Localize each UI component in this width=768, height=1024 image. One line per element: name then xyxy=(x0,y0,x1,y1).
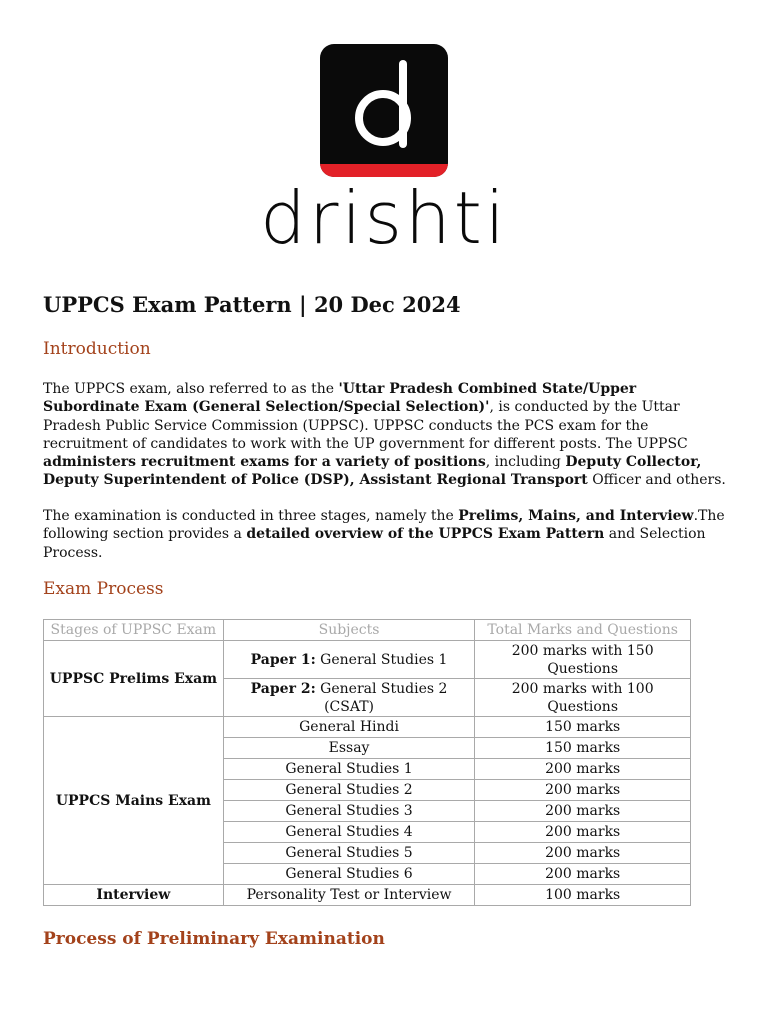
marks-cell: 200 marks xyxy=(475,759,691,780)
subject-cell: Paper 1: General Studies 1 xyxy=(223,641,475,679)
marks-cell: 100 marks xyxy=(475,885,691,906)
subject-cell: Personality Test or Interview xyxy=(223,885,475,906)
marks-cell: 200 marks xyxy=(475,822,691,843)
mains-stage-cell: UPPCS Mains Exam xyxy=(44,717,224,885)
prelims-stage-cell: UPPSC Prelims Exam xyxy=(44,641,224,717)
page-title: UPPCS Exam Pattern | 20 Dec 2024 xyxy=(43,292,461,317)
table-row xyxy=(44,641,691,679)
letter-d-glyph xyxy=(320,44,448,177)
exam-pattern-table xyxy=(43,619,691,906)
subject-cell: General Studies 4 xyxy=(223,822,475,843)
marks-cell: 200 marks xyxy=(475,801,691,822)
marks-cell: 200 marks xyxy=(475,780,691,801)
subject-cell: General Studies 2 xyxy=(223,780,475,801)
interview-stage-cell: Interview xyxy=(44,885,224,906)
preliminary-process-heading: Process of Preliminary Examination xyxy=(43,929,385,949)
marks-cell: 200 marks with 150 Questions xyxy=(475,641,691,679)
table-header-row xyxy=(44,620,691,641)
subject-cell: General Studies 5 xyxy=(223,843,475,864)
subject-cell: General Studies 1 xyxy=(223,759,475,780)
column-header: Total Marks and Questions xyxy=(475,620,691,641)
marks-cell: 200 marks xyxy=(475,843,691,864)
table-row xyxy=(44,717,691,738)
marks-cell: 150 marks xyxy=(475,738,691,759)
introduction-heading: Introduction xyxy=(43,339,151,359)
subject-cell: Paper 2: General Studies 2 (CSAT) xyxy=(223,679,475,717)
marks-cell: 200 marks xyxy=(475,864,691,885)
column-header: Stages of UPPSC Exam xyxy=(44,620,224,641)
marks-cell: 150 marks xyxy=(475,717,691,738)
table-row xyxy=(44,885,691,906)
intro-paragraph-2: The examination is conducted in three stages, namely the Prelims, Mains, and Interview.The following section provides a detailed overview of the UPPCS Exam Pattern and Selection Process. xyxy=(43,508,725,561)
subject-cell: General Hindi xyxy=(223,717,475,738)
subject-cell: General Studies 3 xyxy=(223,801,475,822)
column-header: Subjects xyxy=(223,620,475,641)
drishti-d-icon xyxy=(320,44,448,177)
marks-cell: 200 marks with 100 Questions xyxy=(475,679,691,717)
subject-cell: Essay xyxy=(223,738,475,759)
subject-cell: General Studies 6 xyxy=(223,864,475,885)
intro-paragraph-1: The UPPCS exam, also referred to as the 'Uttar Pradesh Combined State/Upper Subordinate Exam (General Selection/Special Selection)', is conducted by the Uttar Pradesh Public Service Commission (UPPSC). UPPSC conducts the PCS exam for the recruitment of candidates to work with the UP government for different posts. The UPPSC administers recruitment exams for a variety of positions, including Deputy Collector, Deputy Superintendent of Police (DSP), Assistant Regional Transport Officer and others. xyxy=(43,381,726,489)
exam-process-heading: Exam Process xyxy=(43,579,164,599)
logo-wordmark: drishti xyxy=(260,176,508,260)
drishti-logo xyxy=(0,40,768,260)
